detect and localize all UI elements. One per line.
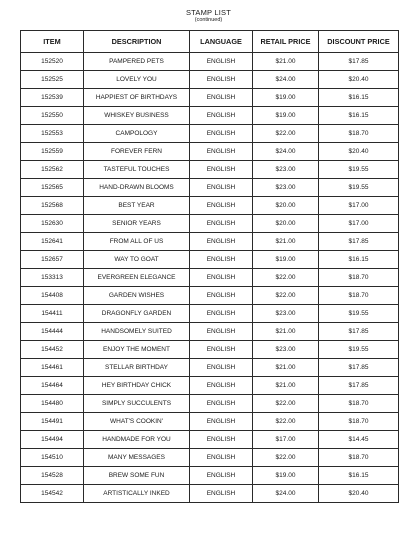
- table-row: [21, 89, 399, 107]
- table-row: [21, 233, 399, 251]
- description-cell: HANDMADE FOR YOU: [84, 431, 190, 449]
- retail-price-cell: $22.00: [253, 287, 319, 305]
- retail-price-cell: $21.00: [253, 53, 319, 71]
- item-cell: 152657: [21, 251, 84, 269]
- retail-price-cell: $23.00: [253, 305, 319, 323]
- discount-price-cell: $20.40: [319, 143, 399, 161]
- retail-price-cell: $24.00: [253, 71, 319, 89]
- language-cell: ENGLISH: [190, 107, 253, 125]
- table-row: [21, 53, 399, 71]
- item-cell: 154444: [21, 323, 84, 341]
- item-cell: 154542: [21, 485, 84, 503]
- discount-price-cell: $19.55: [319, 161, 399, 179]
- language-cell: ENGLISH: [190, 413, 253, 431]
- item-cell: 152562: [21, 161, 84, 179]
- language-cell: ENGLISH: [190, 449, 253, 467]
- discount-price-cell: $17.85: [319, 233, 399, 251]
- column-header-language: LANGUAGE: [190, 31, 253, 53]
- retail-price-cell: $23.00: [253, 179, 319, 197]
- description-cell: ENJOY THE MOMENT: [84, 341, 190, 359]
- item-cell: 154411: [21, 305, 84, 323]
- column-header-item: ITEM: [21, 31, 84, 53]
- table-row: [21, 449, 399, 467]
- discount-price-cell: $14.45: [319, 431, 399, 449]
- description-cell: WHISKEY BUSINESS: [84, 107, 190, 125]
- language-cell: ENGLISH: [190, 179, 253, 197]
- retail-price-cell: $20.00: [253, 215, 319, 233]
- language-cell: ENGLISH: [190, 53, 253, 71]
- page-subtitle: (continued): [194, 17, 223, 23]
- page-title: STAMP LIST: [185, 8, 232, 17]
- discount-price-cell: $17.85: [319, 323, 399, 341]
- discount-price-cell: $19.55: [319, 179, 399, 197]
- retail-price-cell: $23.00: [253, 161, 319, 179]
- retail-price-cell: $19.00: [253, 467, 319, 485]
- table-row: [21, 323, 399, 341]
- table-row: [21, 71, 399, 89]
- table-row: [21, 197, 399, 215]
- item-cell: 152550: [21, 107, 84, 125]
- table-row: [21, 143, 399, 161]
- retail-price-cell: $17.00: [253, 431, 319, 449]
- table-row: [21, 395, 399, 413]
- item-cell: 152565: [21, 179, 84, 197]
- language-cell: ENGLISH: [190, 341, 253, 359]
- language-cell: ENGLISH: [190, 71, 253, 89]
- discount-price-cell: $18.70: [319, 395, 399, 413]
- discount-price-cell: $20.40: [319, 71, 399, 89]
- retail-price-cell: $21.00: [253, 359, 319, 377]
- language-cell: ENGLISH: [190, 197, 253, 215]
- description-cell: TASTEFUL TOUCHES: [84, 161, 190, 179]
- description-cell: FOREVER FERN: [84, 143, 190, 161]
- description-cell: BEST YEAR: [84, 197, 190, 215]
- retail-price-cell: $20.00: [253, 197, 319, 215]
- description-cell: SENIOR YEARS: [84, 215, 190, 233]
- discount-price-cell: $18.70: [319, 287, 399, 305]
- language-cell: ENGLISH: [190, 395, 253, 413]
- item-cell: 154528: [21, 467, 84, 485]
- language-cell: ENGLISH: [190, 287, 253, 305]
- discount-price-cell: $20.40: [319, 485, 399, 503]
- language-cell: ENGLISH: [190, 215, 253, 233]
- item-cell: 154510: [21, 449, 84, 467]
- language-cell: ENGLISH: [190, 485, 253, 503]
- language-cell: ENGLISH: [190, 359, 253, 377]
- table-header-row: [21, 31, 399, 53]
- table-row: [21, 413, 399, 431]
- discount-price-cell: $16.15: [319, 467, 399, 485]
- discount-price-cell: $16.15: [319, 107, 399, 125]
- discount-price-cell: $18.70: [319, 269, 399, 287]
- language-cell: ENGLISH: [190, 89, 253, 107]
- retail-price-cell: $22.00: [253, 125, 319, 143]
- description-cell: BREW SOME FUN: [84, 467, 190, 485]
- table-row: [21, 467, 399, 485]
- item-cell: 152520: [21, 53, 84, 71]
- table-row: [21, 377, 399, 395]
- discount-price-cell: $19.55: [319, 305, 399, 323]
- retail-price-cell: $24.00: [253, 143, 319, 161]
- description-cell: GARDEN WISHES: [84, 287, 190, 305]
- retail-price-cell: $21.00: [253, 233, 319, 251]
- retail-price-cell: $23.00: [253, 341, 319, 359]
- retail-price-cell: $19.00: [253, 107, 319, 125]
- item-cell: 152559: [21, 143, 84, 161]
- discount-price-cell: $17.85: [319, 53, 399, 71]
- description-cell: SIMPLY SUCCULENTS: [84, 395, 190, 413]
- description-cell: ARTISTICALLY INKED: [84, 485, 190, 503]
- item-cell: 152641: [21, 233, 84, 251]
- language-cell: ENGLISH: [190, 161, 253, 179]
- retail-price-cell: $21.00: [253, 323, 319, 341]
- item-cell: 154408: [21, 287, 84, 305]
- item-cell: 154461: [21, 359, 84, 377]
- table-row: [21, 215, 399, 233]
- language-cell: ENGLISH: [190, 377, 253, 395]
- discount-price-cell: $16.15: [319, 251, 399, 269]
- table-row: [21, 359, 399, 377]
- table-row: [21, 305, 399, 323]
- discount-price-cell: $18.70: [319, 449, 399, 467]
- table-row: [21, 179, 399, 197]
- retail-price-cell: $21.00: [253, 377, 319, 395]
- discount-price-cell: $17.85: [319, 377, 399, 395]
- discount-price-cell: $17.00: [319, 215, 399, 233]
- discount-price-cell: $18.70: [319, 125, 399, 143]
- description-cell: MANY MESSAGES: [84, 449, 190, 467]
- language-cell: ENGLISH: [190, 143, 253, 161]
- retail-price-cell: $19.00: [253, 89, 319, 107]
- discount-price-cell: $19.55: [319, 341, 399, 359]
- language-cell: ENGLISH: [190, 251, 253, 269]
- table-row: [21, 287, 399, 305]
- discount-price-cell: $18.70: [319, 413, 399, 431]
- description-cell: DRAGONFLY GARDEN: [84, 305, 190, 323]
- discount-price-cell: $17.00: [319, 197, 399, 215]
- description-cell: HAPPIEST OF BIRTHDAYS: [84, 89, 190, 107]
- description-cell: LOVELY YOU: [84, 71, 190, 89]
- description-cell: WHAT'S COOKIN': [84, 413, 190, 431]
- retail-price-cell: $24.00: [253, 485, 319, 503]
- stamp-list-table: [20, 30, 399, 503]
- language-cell: ENGLISH: [190, 467, 253, 485]
- table-row: [21, 107, 399, 125]
- table-row: [21, 251, 399, 269]
- table-body: [21, 53, 399, 503]
- table-row: [21, 431, 399, 449]
- column-header-description: DESCRIPTION: [84, 31, 190, 53]
- table-row: [21, 269, 399, 287]
- table-row: [21, 485, 399, 503]
- language-cell: ENGLISH: [190, 305, 253, 323]
- item-cell: 154494: [21, 431, 84, 449]
- item-cell: 154452: [21, 341, 84, 359]
- description-cell: HEY BIRTHDAY CHICK: [84, 377, 190, 395]
- table-row: [21, 341, 399, 359]
- language-cell: ENGLISH: [190, 269, 253, 287]
- item-cell: 154480: [21, 395, 84, 413]
- table-row: [21, 125, 399, 143]
- discount-price-cell: $17.85: [319, 359, 399, 377]
- retail-price-cell: $22.00: [253, 413, 319, 431]
- item-cell: 152568: [21, 197, 84, 215]
- item-cell: 152630: [21, 215, 84, 233]
- description-cell: CAMPOLOGY: [84, 125, 190, 143]
- retail-price-cell: $22.00: [253, 449, 319, 467]
- language-cell: ENGLISH: [190, 323, 253, 341]
- discount-price-cell: $16.15: [319, 89, 399, 107]
- item-cell: 153313: [21, 269, 84, 287]
- table-row: [21, 161, 399, 179]
- language-cell: ENGLISH: [190, 125, 253, 143]
- language-cell: ENGLISH: [190, 431, 253, 449]
- item-cell: 152553: [21, 125, 84, 143]
- page-header: [0, 8, 417, 24]
- item-cell: 152539: [21, 89, 84, 107]
- column-header-discount-price: DISCOUNT PRICE: [319, 31, 399, 53]
- item-cell: 154464: [21, 377, 84, 395]
- description-cell: STELLAR BIRTHDAY: [84, 359, 190, 377]
- description-cell: FROM ALL OF US: [84, 233, 190, 251]
- description-cell: EVERGREEN ELEGANCE: [84, 269, 190, 287]
- item-cell: 154491: [21, 413, 84, 431]
- description-cell: WAY TO GOAT: [84, 251, 190, 269]
- retail-price-cell: $19.00: [253, 251, 319, 269]
- retail-price-cell: $22.00: [253, 395, 319, 413]
- retail-price-cell: $22.00: [253, 269, 319, 287]
- item-cell: 152525: [21, 71, 84, 89]
- column-header-retail-price: RETAIL PRICE: [253, 31, 319, 53]
- language-cell: ENGLISH: [190, 233, 253, 251]
- description-cell: PAMPERED PETS: [84, 53, 190, 71]
- description-cell: HAND-DRAWN BLOOMS: [84, 179, 190, 197]
- description-cell: HANDSOMELY SUITED: [84, 323, 190, 341]
